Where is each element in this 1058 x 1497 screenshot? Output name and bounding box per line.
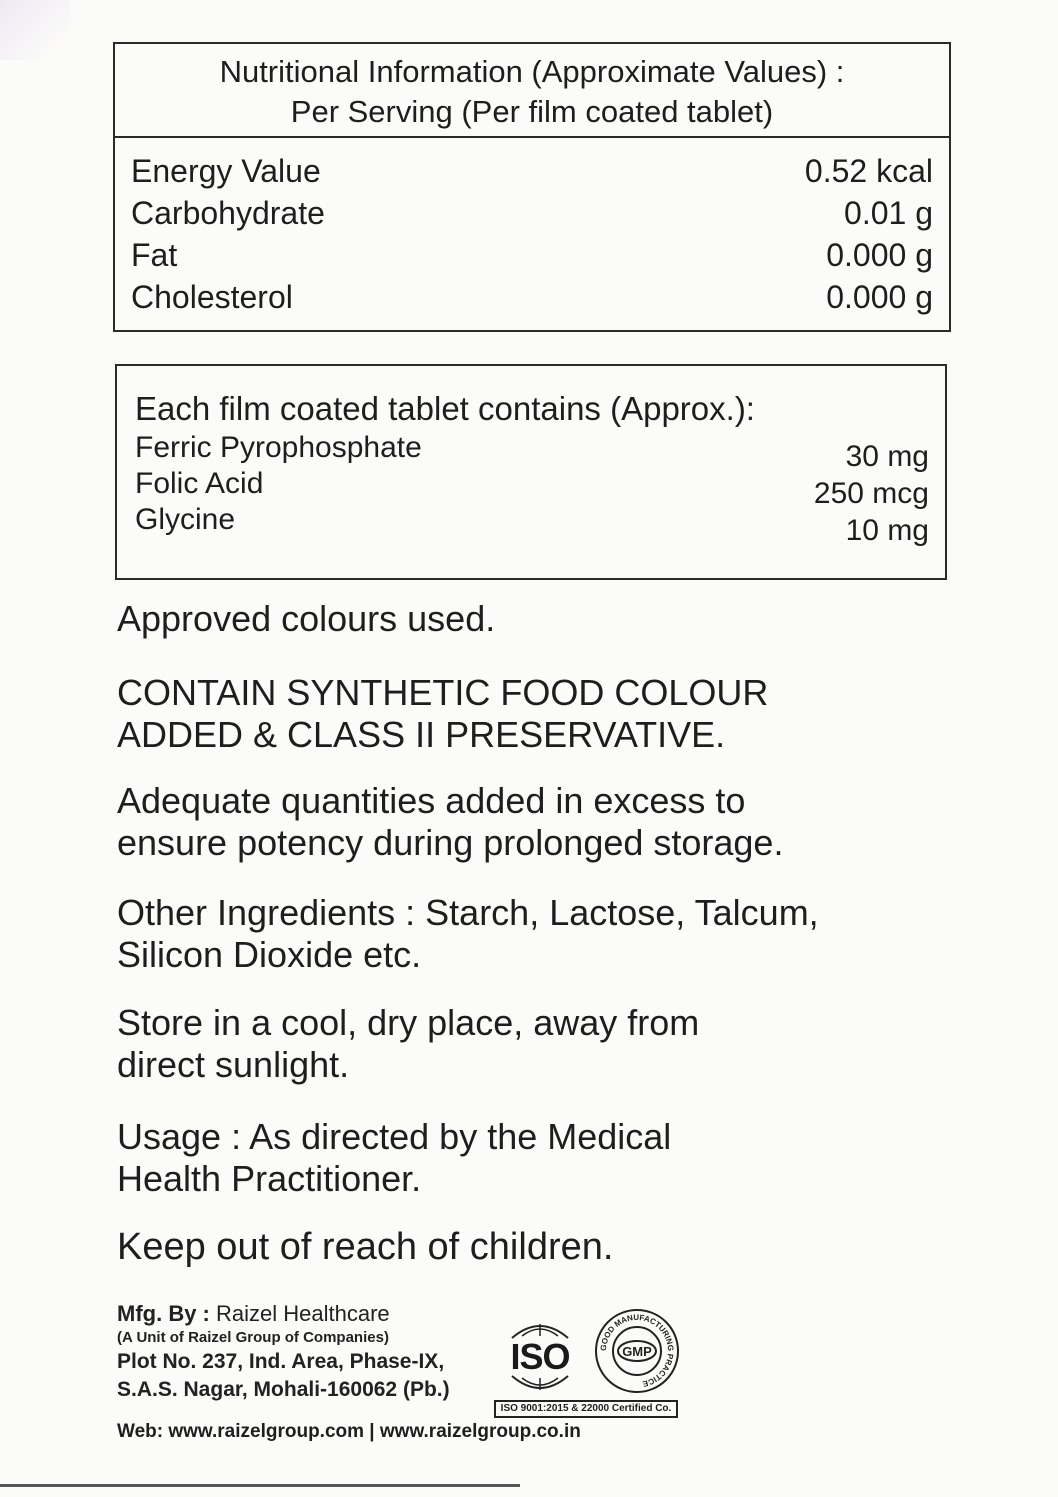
- nutrition-row-energy: [131, 150, 933, 192]
- ingredient-value: 250 mcg: [813, 477, 929, 510]
- nutrition-rows: [115, 138, 949, 318]
- nutrition-heading-line1: Nutritional Information (Approximate Values) :: [219, 54, 845, 89]
- nutrient-value: 0.52 kcal: [804, 153, 933, 189]
- gmp-ring-text: GOOD MANUFACTURING PRACTICE: [598, 1312, 676, 1389]
- store-line2: direct sunlight.: [117, 1044, 350, 1085]
- ingredient-value: 10 mg: [845, 514, 929, 547]
- mfg-name: Raizel Healthcare: [216, 1301, 390, 1326]
- ingredient-name: Glycine: [135, 503, 236, 536]
- gmp-seal-icon: [594, 1308, 680, 1394]
- other-line2: Silicon Dioxide etc.: [117, 934, 422, 975]
- synthetic-line1: CONTAIN SYNTHETIC FOOD COLOUR: [117, 672, 769, 713]
- usage-line1: Usage : As directed by the Medical: [117, 1116, 672, 1157]
- nutrition-heading-line2: Per Serving (Per film coated tablet): [290, 94, 774, 129]
- nutrition-row-fat: [131, 234, 933, 276]
- storage-statement: [117, 1002, 937, 1086]
- gmp-label: GMP: [622, 1344, 652, 1359]
- adequate-line1: Adequate quantities added in excess to: [117, 780, 746, 821]
- nutrition-row-cholesterol: [131, 276, 933, 318]
- iso-label: ISO: [510, 1336, 570, 1377]
- usage-line2: Health Practitioner.: [117, 1158, 422, 1199]
- web-link[interactable]: Web: www.raizelgroup.com | www.raizelgroup.co.in: [117, 1421, 581, 1442]
- ingredient-name: Ferric Pyrophosphate: [135, 431, 422, 464]
- mfg-unit: (A Unit of Raizel Group of Companies): [117, 1329, 389, 1346]
- other-ingredients-statement: [117, 892, 937, 976]
- certification-box: ISO 9001:2015 & 22000 Certified Co.: [494, 1400, 678, 1418]
- nutrient-value: 0.000 g: [826, 279, 933, 315]
- iso-logo: [494, 1318, 586, 1396]
- composition-box: [115, 364, 947, 580]
- synthetic-statement: [117, 672, 937, 756]
- ingredient-name: Folic Acid: [135, 467, 264, 500]
- usage-statement: [117, 1116, 937, 1200]
- nutrient-name: Fat: [131, 237, 178, 273]
- composition-grid: [135, 430, 929, 560]
- nutrient-value: 0.01 g: [844, 195, 933, 231]
- nutrient-name: Carbohydrate: [131, 195, 325, 231]
- composition-title: Each film coated tablet contains (Approx.):: [135, 390, 755, 427]
- gmp-seal: [594, 1308, 680, 1394]
- store-line1: Store in a cool, dry place, away from: [117, 1002, 700, 1043]
- mfg-label: Mfg. By :: [117, 1301, 210, 1326]
- nutrient-name: Cholesterol: [131, 279, 293, 315]
- ingredient-value: 30 mg: [845, 440, 929, 473]
- synthetic-line2: ADDED & CLASS II PRESERVATIVE.: [117, 714, 726, 755]
- mfg-address-line2: S.A.S. Nagar, Mohali-160062 (Pb.): [117, 1378, 450, 1401]
- nutrition-row-carbohydrate: [131, 192, 933, 234]
- composition-values: [814, 438, 929, 549]
- nutrient-name: Energy Value: [131, 153, 321, 189]
- bottom-rule: [0, 1484, 520, 1487]
- keep-away-statement: [117, 1226, 937, 1268]
- nutrient-value: 0.000 g: [826, 237, 933, 273]
- other-line1: Other Ingredients : Starch, Lactose, Talcum,: [117, 892, 819, 933]
- composition-names: [135, 430, 422, 538]
- colours-text: Approved colours used.: [117, 598, 496, 639]
- nutrition-heading: [115, 44, 949, 138]
- adequate-statement: [117, 780, 937, 864]
- nutrition-table: [113, 42, 951, 332]
- mfg-address-line1: Plot No. 237, Ind. Area, Phase-IX,: [117, 1350, 445, 1373]
- adequate-line2: ensure potency during prolonged storage.: [117, 822, 784, 863]
- colours-statement: [117, 598, 937, 640]
- keep-text: Keep out of reach of children.: [117, 1226, 614, 1268]
- corner-shade: [0, 0, 70, 60]
